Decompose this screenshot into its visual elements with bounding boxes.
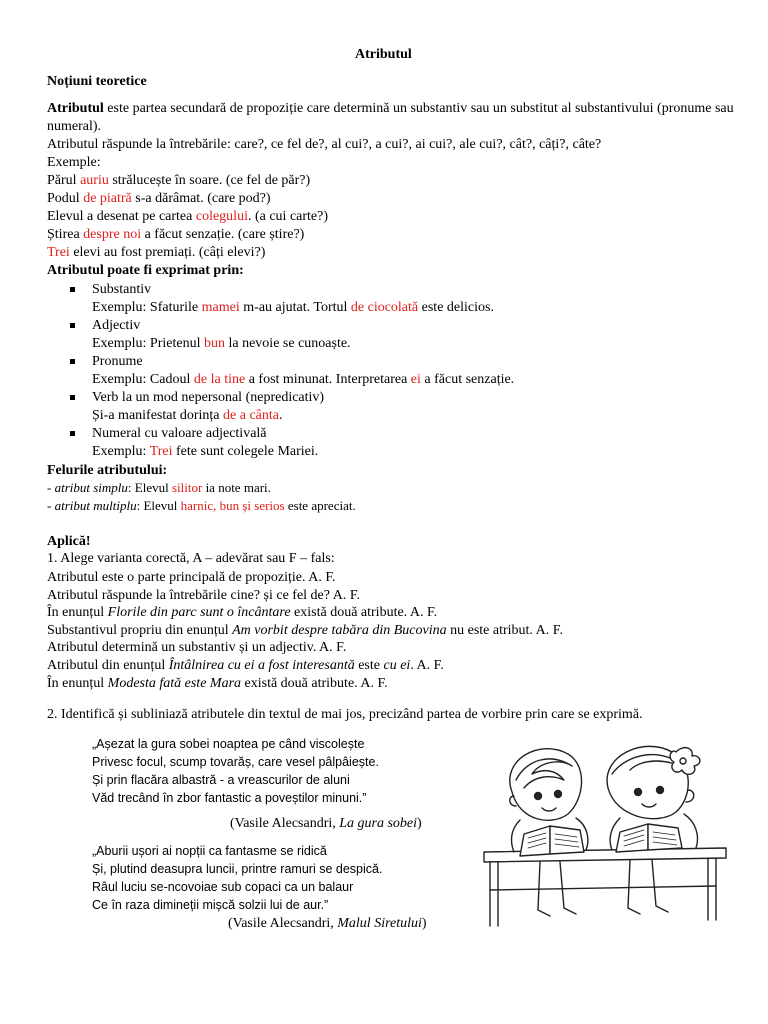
expressed-example: [92, 407, 283, 425]
poem-1-work: La gura sobei: [339, 816, 418, 831]
example-line: [47, 226, 304, 244]
poem-1-author: (Vasile Alecsandri,: [230, 816, 340, 831]
poem-line: [92, 771, 350, 789]
expressed-label: [92, 353, 143, 371]
poem-line-text: Ce în raza dimineții mișcă solzii lui de aur.”: [92, 898, 329, 912]
poem-line-text: Privesc focul, scump tovarăș, care vesel pâlpâiește.: [92, 755, 379, 769]
poem-2-close: ): [421, 916, 427, 931]
poem-line-text: „Aburii ușori ai nopții ca fantasme se ridică: [92, 844, 327, 858]
expressed-example: [92, 371, 514, 389]
poem-1-attribution: [230, 815, 422, 833]
example-text: Părul: [47, 173, 81, 188]
poem-line: [92, 860, 382, 878]
example-text: m-au ajutat. Tortul: [239, 300, 351, 315]
example-highlight: de ciocolată: [350, 300, 419, 315]
example-text: Exemplu: Cadoul: [92, 372, 194, 387]
example-highlight: Trei: [149, 444, 173, 459]
expressed-example: [92, 335, 351, 353]
expressed-label: [92, 281, 151, 299]
kinds-heading: Felurile atributului:: [47, 463, 168, 478]
example-text: strălucește în soare. (ce fel de păr?): [108, 173, 311, 188]
example-highlight: de piatră: [83, 191, 132, 206]
kind-dash: -: [47, 498, 55, 513]
example-text: a făcut senzație.: [420, 372, 515, 387]
apply-heading: Aplică!: [47, 534, 91, 549]
exercise-1-item: [47, 604, 437, 622]
example-line: [47, 172, 310, 190]
questions-line: Atributul răspunde la întrebările: care?, ce fel de?, al cui?, a cui?, ai cui?, ale cui?, cât?, câți?, câte?: [47, 137, 602, 152]
example-highlight: de la tine: [193, 372, 246, 387]
kind-dash: -: [47, 480, 55, 495]
item-text: există două atribute. A. F.: [241, 675, 388, 691]
expressed-heading: Atributul poate fi exprimat prin:: [47, 263, 244, 278]
example-highlight: auriu: [80, 173, 109, 188]
definition-text: este partea secundară de propoziție care determină un substantiv sau un substitut al substantivului (pronume sau numeral).: [47, 101, 734, 134]
expressed-example: [92, 299, 494, 317]
item-text: există două atribute. A. F.: [290, 605, 438, 621]
exercise-1-item: [47, 622, 563, 640]
expressed-label-text: Verb la un mod nepersonal (nepredicativ): [92, 390, 325, 405]
poem-2-attribution: [228, 915, 427, 933]
example-text: elevi au fost premiați. (câți elevi?): [69, 245, 266, 260]
exercise-1-item: [47, 639, 346, 657]
example-text: Podul: [47, 191, 84, 206]
kind-line: [47, 479, 271, 497]
kind-term: atribut multiplu: [54, 498, 137, 513]
example-highlight: colegului: [195, 209, 248, 224]
example-text: Și-a manifestat dorința: [92, 408, 224, 423]
expressed-label-text: Pronume: [92, 354, 143, 369]
bullet-marker: [70, 431, 75, 436]
item-italic: Florile din parc sunt o încântare: [107, 605, 291, 621]
kind-text: : Elevul: [136, 498, 181, 513]
kind-text: ia note mari.: [202, 480, 271, 495]
poem-line-text: Și prin flacăra albastră - a vreascurilor de aluni: [92, 773, 350, 787]
exercise-1-item: [47, 675, 388, 693]
bullet-marker: [70, 395, 75, 400]
example-text: s-a dărâmat. (care pod?): [131, 191, 271, 206]
item-italic: Modesta fată este Mara: [107, 675, 242, 691]
item-text: În enunțul: [47, 675, 108, 691]
page-title: Atributul: [355, 47, 412, 62]
example-text: .: [279, 408, 283, 423]
kind-text: este apreciat.: [284, 498, 356, 513]
kind-line: [47, 497, 356, 515]
example-highlight: mamei: [201, 300, 240, 315]
exercise-1-item: [47, 657, 444, 675]
poem-line-text: Văd trecând în zbor fantastic a poveștilor minuni.”: [92, 791, 367, 805]
definition-term: Atributul: [47, 101, 104, 116]
example-text: Elevul a desenat pe cartea: [47, 209, 196, 224]
example-highlight: despre noi: [83, 227, 142, 242]
kind-text: : Elevul: [127, 480, 172, 495]
poem-line: [92, 789, 366, 807]
example-text: la nevoie se cunoaște.: [224, 336, 351, 351]
item-text: . A. F.: [410, 658, 444, 673]
example-line: [47, 208, 328, 226]
expressed-label: [92, 425, 267, 443]
item-text: Atributul este o parte principală de propoziție. A. F.: [47, 570, 336, 585]
poem-line-text: Râul luciu se-ncovoiae sub copaci ca un balaur: [92, 880, 354, 894]
item-text: Atributul răspunde la întrebările cine? și ce fel de? A. F.: [47, 587, 360, 603]
example-text: Exemplu:: [92, 444, 150, 459]
poem-1-close: ): [417, 816, 422, 831]
kind-term: atribut simplu: [54, 480, 128, 495]
item-italic: cu ei: [383, 658, 411, 673]
section-theory-heading: Noțiuni teoretice: [47, 74, 147, 89]
item-text: nu este atribut. A. F.: [446, 622, 563, 638]
example-highlight: bun: [203, 336, 225, 351]
bullet-marker: [70, 287, 75, 292]
poem-2-author: (Vasile Alecsandri,: [228, 916, 338, 931]
exercise-1-item: [47, 587, 360, 605]
expressed-label: [92, 389, 324, 407]
example-line: [47, 244, 265, 262]
exercise-1-item: [47, 569, 336, 587]
poem-2-work: Malul Siretului: [337, 916, 422, 931]
kind-highlight: harnic, bun și serios: [180, 498, 285, 513]
children-reading-illustration: [480, 730, 730, 930]
poem-line: [92, 896, 328, 914]
example-text: a făcut senzație. (care știre?): [141, 227, 305, 242]
example-text: Știrea: [47, 227, 84, 242]
example-text: este delicios.: [418, 300, 494, 315]
example-text: a fost minunat. Interpretarea: [245, 372, 411, 387]
expressed-label-text: Adjectiv: [92, 318, 141, 333]
example-line: [47, 190, 271, 208]
example-text: . (a cui carte?): [247, 209, 329, 224]
item-text: În enunțul: [47, 605, 108, 621]
item-text: este: [354, 658, 384, 673]
item-text: Atributul din enunțul: [47, 658, 169, 673]
bullet-marker: [70, 359, 75, 364]
poem-line-text: „Așezat la gura sobei noaptea pe când viscolește: [92, 737, 365, 751]
kind-highlight: silitor: [171, 480, 203, 495]
item-text: Substantivul propriu din enunțul: [47, 622, 233, 638]
example-highlight: de a cânta: [223, 408, 279, 423]
expressed-example: [92, 443, 318, 461]
expressed-label-text: Numeral cu valoare adjectivală: [92, 426, 267, 441]
exercise-1-instruction: 1. Alege varianta corectă, A – adevărat sau F – fals:: [47, 551, 335, 566]
item-italic: Am vorbit despre tabăra din Bucovina: [232, 622, 447, 638]
bullet-marker: [70, 323, 75, 328]
example-highlight: Trei: [47, 245, 70, 260]
example-text: Exemplu: Sfaturile: [92, 300, 202, 315]
poem-line: [92, 878, 353, 896]
definition-paragraph: [47, 100, 765, 136]
example-text: fete sunt colegele Mariei.: [172, 444, 319, 459]
poem-line: [92, 735, 364, 753]
example-text: Exemplu: Prietenul: [92, 336, 204, 351]
exercise-2-instruction: 2. Identifică și subliniază atributele din textul de mai jos, precizând partea de vorbire prin care se exprimă.: [47, 707, 643, 722]
item-text: Atributul determină un substantiv și un adjectiv. A. F.: [47, 640, 347, 656]
poem-line-text: Și, plutind deasupra luncii, printre ramuri se despică.: [92, 862, 383, 876]
examples-label: Exemple:: [47, 155, 101, 170]
expressed-label-text: Substantiv: [92, 282, 152, 297]
expressed-label: [92, 317, 140, 335]
item-italic: Întâlnirea cu ei a fost interesantă: [168, 658, 355, 673]
poem-line: [92, 753, 379, 771]
poem-line: [92, 842, 327, 860]
example-highlight: ei: [410, 372, 421, 387]
